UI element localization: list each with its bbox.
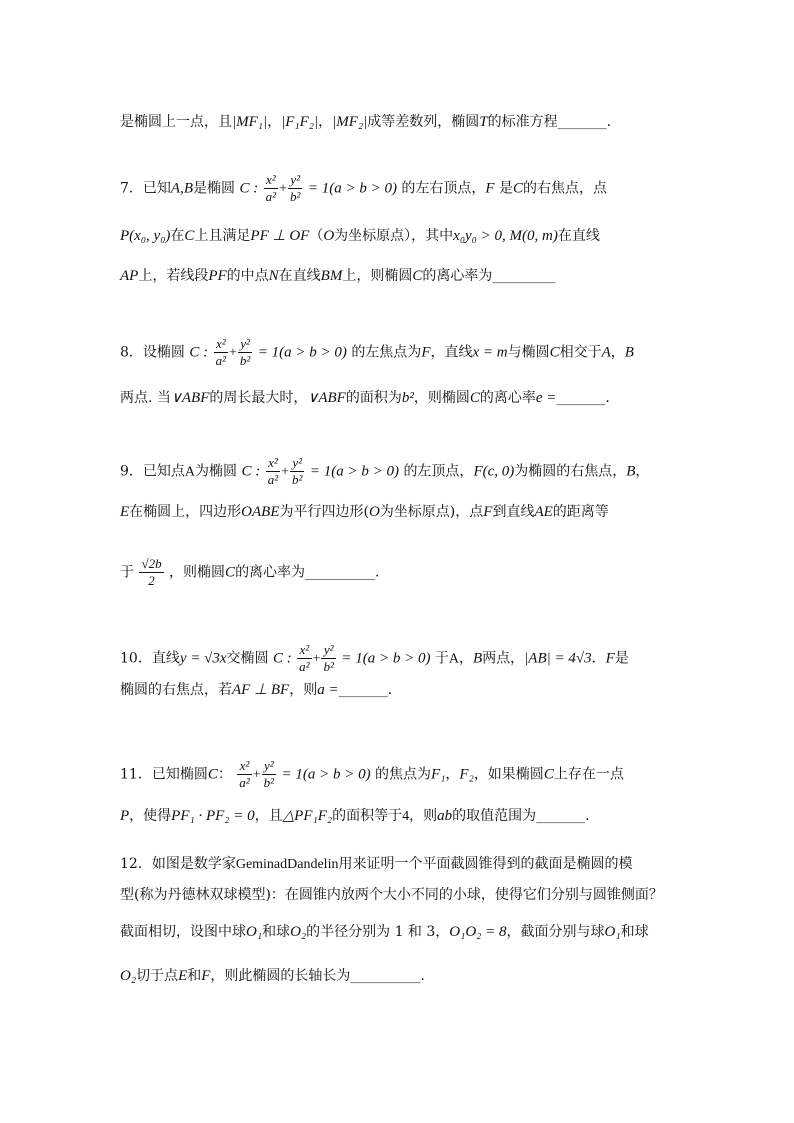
math: |MF₂| (332, 114, 368, 130)
math: a = (317, 682, 339, 698)
math: = 1(a > b > 0) (257, 344, 347, 361)
text: 于 (120, 564, 134, 581)
text: ， (610, 344, 625, 361)
math: |MF₁| (232, 114, 268, 130)
denominator: b² (263, 775, 275, 790)
plus-sign: + (252, 767, 261, 783)
text: 为坐标原点)，点 (379, 504, 484, 520)
plus-sign: + (228, 345, 237, 361)
text: 的离心率为__________. (235, 564, 380, 581)
text: 和球 (620, 924, 649, 940)
fraction-y2-b2 (290, 455, 304, 488)
math: F₂ (459, 766, 474, 783)
fraction-x2-a2 (214, 336, 228, 369)
math: |AB| = 4√3 (524, 650, 592, 667)
text: 的中点 (226, 268, 269, 284)
plus-sign: + (312, 651, 321, 667)
math: P(x₀, y₀) (120, 228, 171, 244)
text: 交椭圆 (226, 650, 269, 667)
text: 截面相切，设图中球 (120, 924, 246, 940)
numerator: x² (264, 172, 278, 189)
problem-11-line-1 (120, 758, 624, 791)
math: C (225, 564, 236, 581)
text: 的焦点为 (375, 766, 432, 783)
fraction-x2-a2 (237, 758, 251, 791)
text: ， (318, 114, 333, 130)
denominator: b² (289, 189, 301, 204)
fraction-y2-b2 (238, 336, 252, 369)
problem-9-line-1 (120, 455, 649, 488)
math: C (549, 344, 560, 361)
text: 是椭圆上一点，且 (120, 114, 232, 130)
text: ，使得 (129, 808, 172, 824)
math: A (448, 651, 460, 667)
math: = 1(a > b > 0) (309, 463, 399, 480)
math: F (605, 650, 615, 667)
text: ， (635, 463, 650, 480)
math: O₁ (246, 924, 263, 940)
math: O₂ (290, 924, 307, 940)
math: P (120, 808, 130, 824)
problem-12-line-4 (120, 966, 425, 986)
math: F (485, 180, 495, 197)
text: ： (217, 766, 232, 783)
math: O₁ (604, 924, 621, 940)
numerator: x² (266, 455, 280, 472)
text: ，则此椭圆的长轴长为__________. (210, 968, 425, 984)
problem-10-line-1 (120, 642, 629, 675)
text: 椭圆的右焦点，若 (120, 682, 232, 698)
text: _______. (338, 682, 393, 698)
text: 的周长最大时， (209, 390, 308, 406)
text: 与椭圆 (507, 344, 550, 361)
text: 在椭圆上，四边形 (129, 504, 242, 520)
math: F (483, 504, 493, 520)
text: 10．直线 (120, 650, 180, 667)
math: F (201, 968, 211, 984)
math: BM (320, 268, 343, 284)
problem-12-line-3 (120, 922, 649, 942)
math: △PF₁F₂ (282, 808, 333, 824)
text: 为平行四边形( (279, 504, 369, 520)
math: |F₁F₂| (281, 114, 319, 130)
text: 在 (170, 228, 185, 244)
denominator: a² (267, 472, 279, 487)
text: ，截面分别与球 (506, 924, 605, 940)
denominator: 2 (148, 573, 155, 588)
text: 两点. 当 (120, 390, 171, 406)
math: C (469, 390, 480, 406)
text: 两点， (482, 650, 525, 667)
math: C (412, 268, 423, 284)
fraction-sqrt2b-over-2 (139, 556, 163, 589)
math: B (624, 344, 634, 361)
text: 的面积为 (345, 390, 402, 406)
math: = 1(a > b > 0) (281, 766, 371, 783)
text: 和球 (262, 924, 291, 940)
numerator: x² (297, 642, 311, 659)
math: B (473, 650, 483, 667)
math: x₀y₀ > 0, M(0, m) (453, 228, 558, 244)
math: O (368, 504, 380, 520)
math: F(c, 0) (473, 463, 515, 480)
math: AE (534, 504, 553, 520)
math: ab (437, 808, 453, 824)
fraction-y2-b2 (262, 758, 276, 791)
text: ，则椭圆 (169, 564, 226, 581)
math: GeminadDandelin (235, 857, 339, 872)
math: PF ⊥ OF (250, 228, 310, 244)
math: C (513, 180, 524, 197)
text: 的面积等于 (332, 808, 403, 824)
text: ，直线 (430, 344, 473, 361)
math: E (178, 968, 188, 984)
text: 的右焦点，点 (523, 180, 608, 197)
text: 相交于 (559, 344, 602, 361)
text: ，如果椭圆 (473, 766, 544, 783)
text: 12．如图是数学家 (120, 856, 236, 872)
problem-8-line-2 (120, 388, 610, 408)
math: T (479, 114, 488, 130)
math: B (626, 463, 636, 480)
plus-sign: + (281, 464, 290, 480)
problem-9-line-2 (120, 502, 609, 522)
numerator: y² (262, 758, 276, 775)
text: 在直线 (278, 268, 321, 284)
text: 的取值范围为_______. (452, 808, 590, 824)
math: C : (239, 180, 259, 197)
numerator: y² (321, 642, 335, 659)
math: AP (120, 268, 139, 284)
text: ， (445, 766, 460, 783)
denominator: a² (299, 659, 310, 674)
problem-10-line-2 (120, 680, 392, 700)
text: 成等差数列，椭圆 (367, 114, 480, 130)
math: PF (208, 268, 227, 284)
math: C : (241, 463, 261, 480)
math: C (184, 228, 195, 244)
denominator: b² (292, 472, 303, 487)
text: 于 (434, 650, 449, 667)
problem-12-line-2 (120, 885, 663, 905)
text: ，则 (409, 808, 438, 824)
plus-sign: + (279, 181, 287, 197)
math: C (207, 766, 218, 783)
numerator: y² (288, 172, 302, 189)
problem-7-line-1 (120, 172, 607, 205)
text: 为椭圆的右焦点， (514, 463, 627, 480)
math: = 1(a > b > 0) (341, 650, 431, 667)
numerator: y² (290, 455, 304, 472)
math: N (268, 268, 279, 284)
text: ，则椭圆 (413, 390, 470, 406)
text: 11．已知椭圆 (120, 766, 208, 783)
fraction-y2-b2 (288, 172, 302, 205)
math: O₂ (120, 968, 137, 984)
math: C (543, 766, 554, 783)
math: ∨ABF (170, 390, 210, 406)
text: ， (459, 650, 474, 667)
math: x = m (472, 344, 508, 361)
text: 型(称为丹德林双球模型)：在圆锥内放两个大小不同的小球，使得它们分别与圆锥侧面？ (120, 887, 663, 903)
problem-8-line-1 (120, 336, 634, 369)
text: 和 (187, 968, 202, 984)
numerator: x² (237, 758, 251, 775)
fraction-y2-b2 (321, 642, 335, 675)
math: F (421, 344, 431, 361)
text: 上存在一点 (553, 766, 624, 783)
math: e = (535, 390, 557, 406)
math: A,B (170, 180, 193, 197)
text: 的左焦点为 (351, 344, 422, 361)
math: O₁O₂ = 8 (449, 924, 507, 940)
text: 是 (614, 650, 629, 667)
numerator: y² (238, 336, 252, 353)
fraction-x2-a2 (297, 642, 311, 675)
text: 上，则椭圆 (342, 268, 413, 284)
text: 7．已知 (120, 180, 171, 197)
text: 的离心率 (479, 390, 536, 406)
math: AF ⊥ BF (232, 682, 290, 698)
text: 上且满足 (194, 228, 251, 244)
text: 的半径分别为 1 和 3， (306, 924, 450, 940)
math: ∨ABF (307, 390, 346, 406)
text: 为椭圆 (195, 463, 238, 480)
text: ， (267, 114, 282, 130)
fraction-x2-a2 (266, 455, 280, 488)
text: 的左顶点， (403, 463, 474, 480)
math: y = √3x (179, 650, 227, 667)
math: E (120, 504, 130, 520)
problem-7-line-3 (120, 266, 555, 286)
text: 在直线 (557, 228, 600, 244)
math: PF₁ · PF₂ = 0 (171, 808, 255, 824)
text: （ (309, 228, 324, 244)
denominator: b² (323, 659, 334, 674)
text: 为坐标原点），其中 (334, 228, 454, 244)
math: F₁ (431, 766, 446, 783)
math: O (323, 228, 335, 244)
math: A (184, 464, 196, 480)
denominator: b² (239, 353, 251, 368)
text: 上，若线段 (138, 268, 209, 284)
text: 到直线 (492, 504, 535, 520)
problem-7-line-2 (120, 226, 600, 246)
text: 8．设椭圆 (120, 344, 185, 361)
text: ，且 (254, 808, 283, 824)
math: 4 (402, 809, 410, 824)
numerator: √2b (141, 556, 162, 571)
text: 的离心率为_________ (422, 268, 556, 284)
math: = 1(a > b > 0) (307, 180, 397, 197)
math: b² (401, 390, 414, 406)
problem-6-line-1 (120, 112, 611, 132)
text: 的距离等 (552, 504, 609, 520)
fraction-x2-a2 (264, 172, 278, 205)
math: C : (189, 344, 209, 361)
problem-12-line-1 (120, 854, 632, 875)
denominator: a² (265, 189, 277, 204)
text: 的标准方程_______. (487, 114, 612, 130)
problem-9-line-3 (120, 556, 380, 589)
text: 的左右顶点， (401, 180, 486, 197)
text: _______. (556, 390, 610, 406)
numerator: x² (214, 336, 228, 353)
text: 是椭圆 (193, 180, 235, 197)
denominator: a² (215, 353, 226, 368)
text: 切于点 (136, 968, 179, 984)
problem-11-line-2 (120, 806, 590, 827)
text: 用来证明一个平面截圆锥得到的截面是椭圆的模 (338, 856, 633, 872)
math: OABE (241, 504, 280, 520)
math: C : (272, 650, 292, 667)
text: ． (591, 650, 606, 667)
text: 是 (499, 180, 514, 197)
denominator: a² (239, 775, 250, 790)
math: A (601, 344, 611, 361)
text: 9．已知点 (120, 463, 185, 480)
text: ，则 (289, 682, 318, 698)
